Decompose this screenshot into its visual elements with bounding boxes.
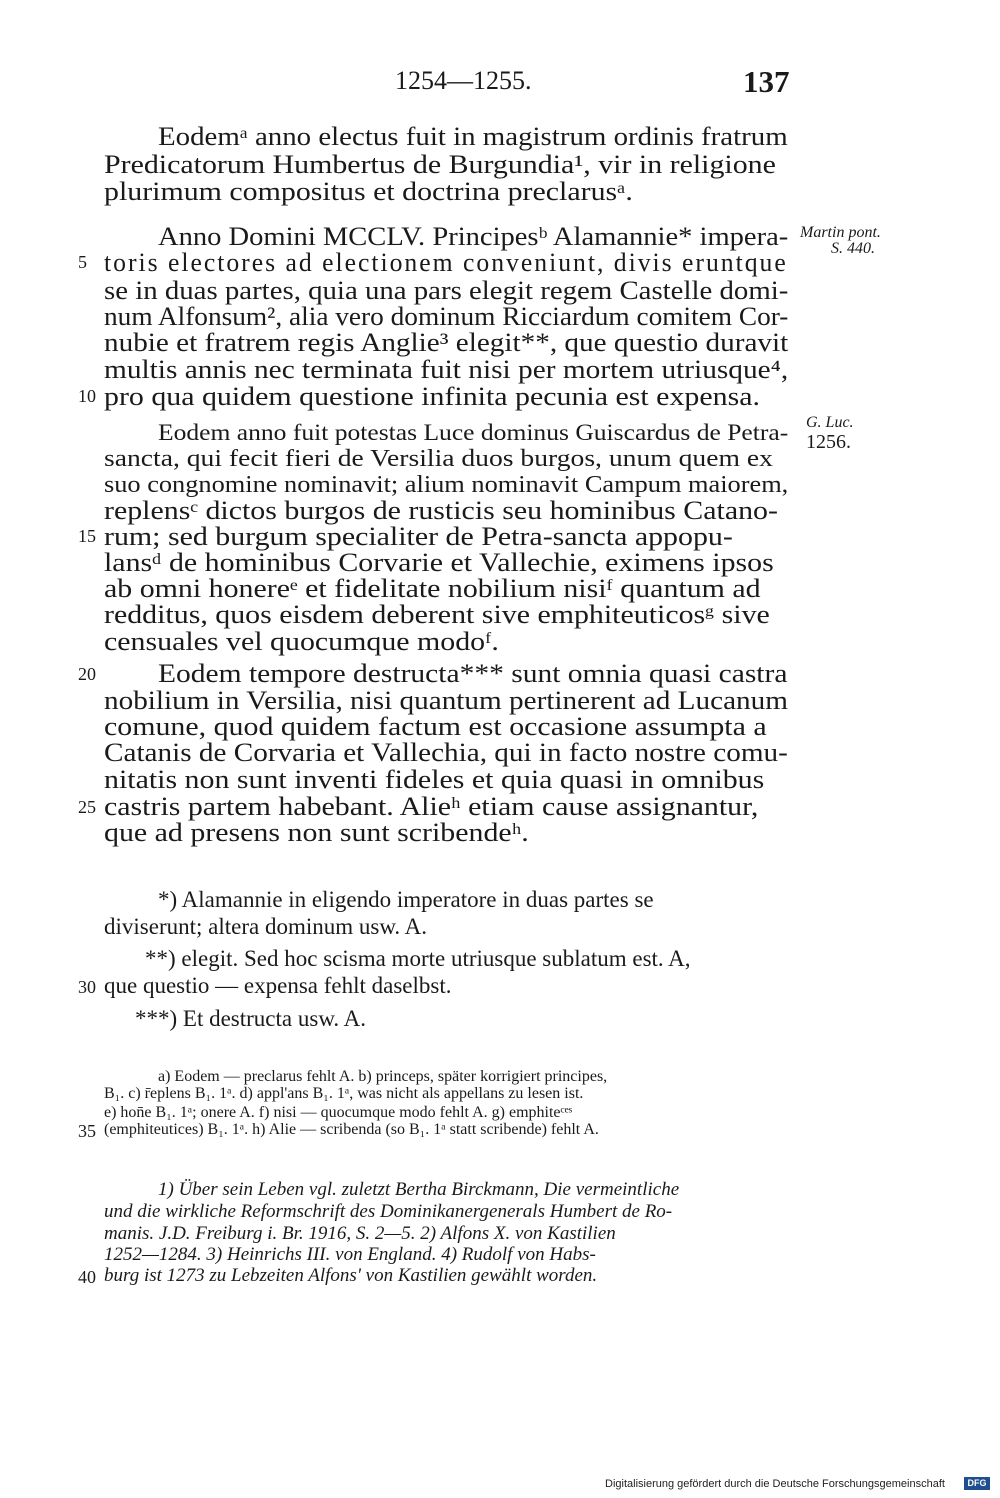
margin-note: G. Luc.	[806, 414, 854, 431]
running-header: 1254—1255.	[395, 66, 532, 95]
text-line: se in duas partes, quia una pars elegit regem Castelle domi-	[104, 276, 789, 305]
text-line: Anno Domini MCCLV. Principesᵇ Alamannie* impera-	[158, 222, 789, 251]
text-line: castris partem habebant. Alieʰ etiam cause assignantur,	[104, 792, 759, 821]
text-line: redditus, quos eisdem deberent sive emphiteuticosᵍ sive	[104, 600, 770, 629]
line-number: 5	[78, 252, 87, 272]
footnote-line: 1252—1284. 3) Heinrichs III. von England. 4) Rudolf von Habs-	[104, 1244, 596, 1265]
text-line: comune, quod quidem factum est occasione assumpta a	[104, 712, 767, 741]
text-line: nobilium in Versilia, nisi quantum pertinerent ad Lucanum	[104, 686, 788, 715]
star-note: que questio — expensa fehlt daselbst.	[104, 973, 452, 998]
footnote-line: manis. J.D. Freiburg i. Br. 1916, S. 2—5. 2) Alfons X. von Kastilien	[104, 1223, 616, 1244]
margin-note: Martin pont.	[800, 224, 881, 241]
text-line: ab omni honereᵉ et fidelitate nobilium nisiᶠ quantum ad	[104, 574, 761, 603]
star-note: **) elegit. Sed hoc scisma morte utriusque sublatum est. A,	[145, 946, 691, 971]
line-number: 10	[78, 386, 96, 406]
page-number: 137	[743, 64, 790, 99]
apparatus-line: B₁. c) r̄eplens B₁. 1ᵃ. d) appl'ans B₁. 1ᵃ, was nicht als appellans zu lesen ist.	[104, 1085, 584, 1102]
apparatus-line: e) hon̄e B₁. 1ᵃ; onere A. f) nisi — quocumque modo fehlt A. g) emphiteᶜᵉˢ	[104, 1104, 573, 1121]
apparatus-line: (emphiteutices) B₁. 1ᵃ. h) Alie — scribenda (so B₁. 1ᵃ statt scribende) fehlt A.	[104, 1121, 599, 1138]
text-line: lansᵈ de hominibus Corvarie et Vallechie, eximens ipsos	[104, 548, 774, 577]
text-line: plurimum compositus et doctrina preclarusᵃ.	[104, 177, 633, 206]
text-line: Catanis de Corvaria et Vallechia, qui in facto nostre comu-	[104, 738, 788, 767]
text-line: nitatis non sunt inventi fideles et quia quasi in omnibus	[104, 765, 765, 794]
footnote-line: und die wirkliche Reformschrift des Dominikanergenerals Humbert de Ro-	[104, 1201, 673, 1222]
text-line: pro qua quidem questione infinita pecunia est expensa.	[104, 382, 760, 411]
star-note: *) Alamannie in eligendo imperatore in duas partes se	[158, 887, 654, 912]
text-line: nubie et fratrem regis Anglie³ elegit**, que questio duravit	[104, 328, 789, 357]
dfg-logo: DFG	[964, 1477, 990, 1490]
text-line: num Alfonsum², alia vero dominum Ricciardum comitem Cor-	[104, 302, 789, 331]
text-line: Eodem anno fuit potestas Luce dominus Guiscardus de Petra-	[158, 420, 789, 445]
text-line: suo congnomine nominavit; alium nominavit Campum maiorem,	[104, 472, 789, 498]
funding-credit: Digitalisierung gefördert durch die Deutsche Forschungsgemeinschaft	[605, 1478, 945, 1490]
line-number: 30	[78, 977, 96, 997]
line-number: 40	[78, 1267, 96, 1287]
text-line: que ad presens non sunt scribendeʰ.	[104, 818, 529, 847]
text-line: multis annis nec terminata fuit nisi per mortem utriusque⁴,	[104, 355, 789, 384]
footnote-line: 1) Über sein Leben vgl. zuletzt Bertha Birckmann, Die vermeintliche	[158, 1179, 680, 1200]
text-line: sancta, qui fecit fieri de Versilia duos burgos, unum quem ex	[104, 446, 773, 472]
text-line: toris electores ad electionem conveniunt, divis eruntque	[104, 248, 788, 277]
line-number: 20	[78, 664, 96, 684]
apparatus-line: a) Eodem — preclarus fehlt A. b) princeps, später korrigiert principes,	[158, 1068, 608, 1085]
star-note: ***) Et destructa usw. A.	[135, 1006, 367, 1031]
line-number: 15	[78, 526, 96, 546]
text-line: Eodemᵃ anno electus fuit in magistrum ordinis fratrum	[158, 122, 788, 151]
text-line: censuales vel quocumque modoᶠ.	[104, 627, 499, 656]
text-line: rum; sed burgum specialiter de Petra-sancta appopu-	[104, 522, 733, 551]
footnote-line: burg ist 1273 zu Lebzeiten Alfons' von Kastilien gewählt worden.	[104, 1265, 598, 1286]
text-line: replensᶜ dictos burgos de rusticis seu hominibus Catano-	[104, 496, 778, 525]
line-number: 25	[78, 797, 96, 817]
margin-note: 1256.	[806, 431, 851, 453]
star-note: diviserunt; altera dominum usw. A.	[104, 914, 428, 939]
margin-note: S. 440.	[831, 240, 875, 257]
text-line: Eodem tempore destructa*** sunt omnia quasi castra	[158, 659, 788, 688]
text-line: Predicatorum Humbertus de Burgundia¹, vir in religione	[104, 150, 776, 179]
line-number: 35	[78, 1121, 96, 1141]
